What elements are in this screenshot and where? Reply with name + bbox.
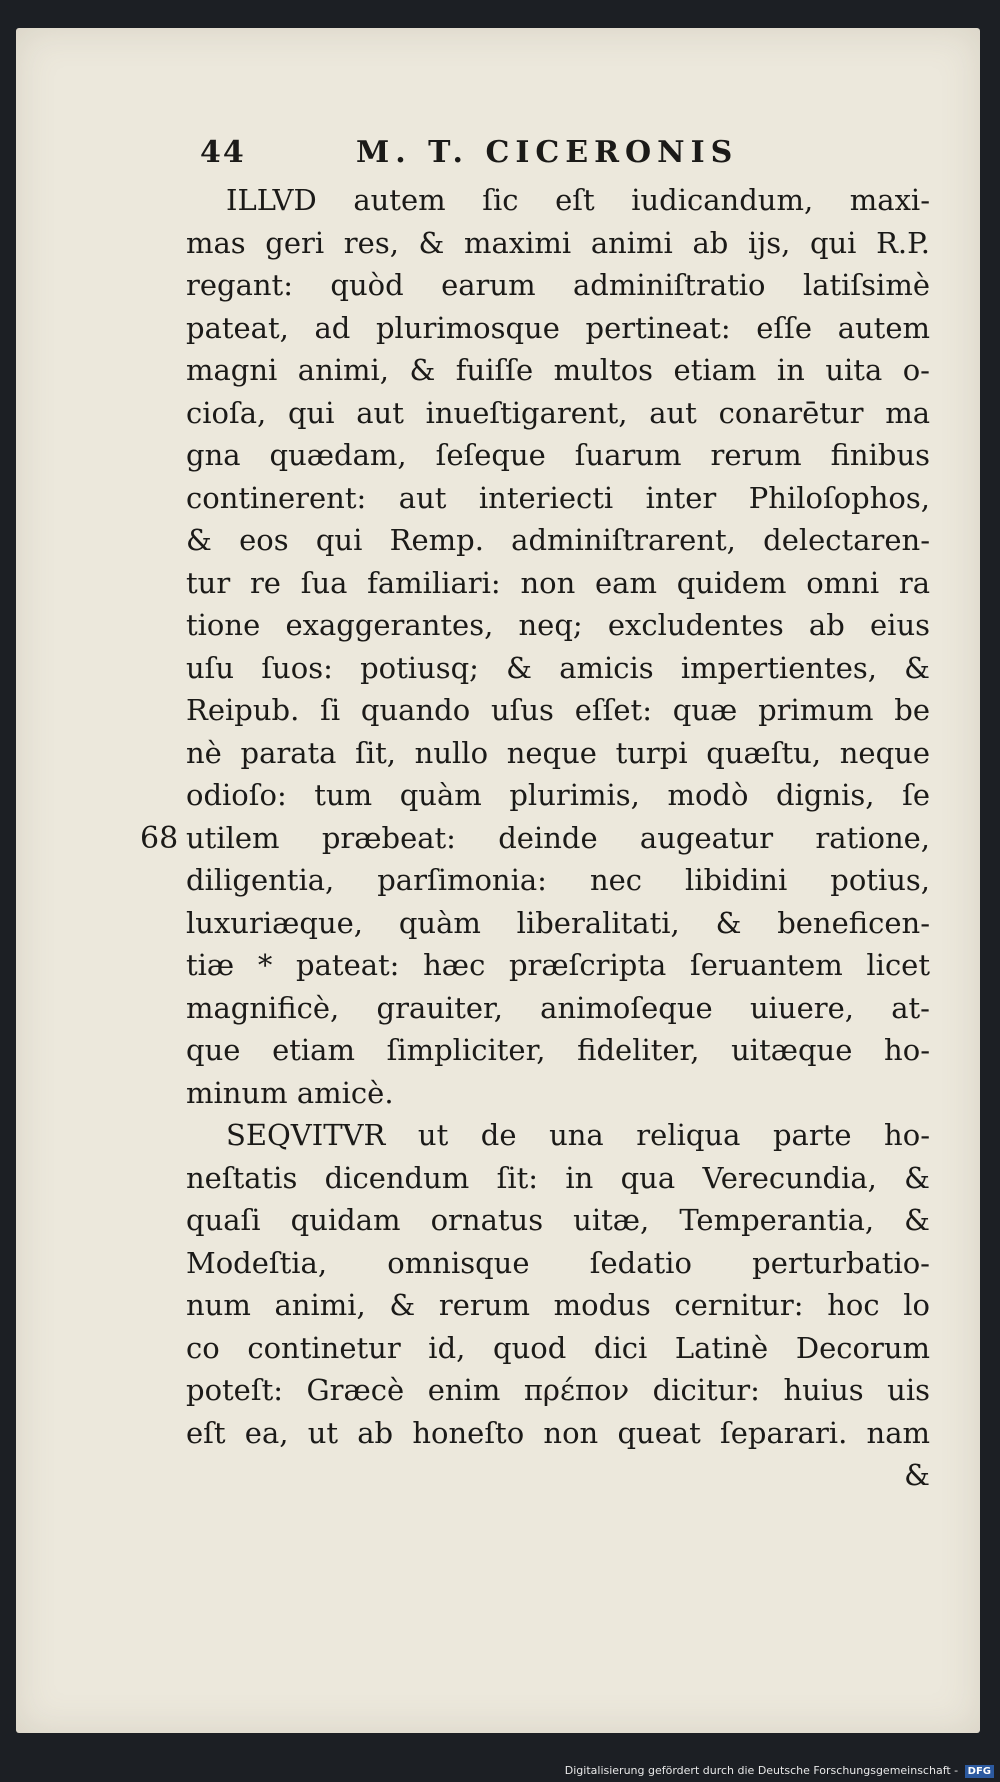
text-line: minum amicè.	[186, 1075, 394, 1110]
text-block	[186, 135, 930, 1497]
digitization-credit	[565, 1764, 994, 1778]
text-line: num animi, & rerum modus cernitur: hoc lo	[186, 1288, 930, 1322]
text-line: diligentia, parſimonia: nec libidini potius,	[186, 863, 930, 897]
running-head-title: M. T. CICERONIS	[356, 135, 739, 170]
text-line: magni animi, & fuiſſe multos etiam in uita o-	[186, 353, 930, 387]
paragraph-2	[186, 1114, 930, 1454]
page-number: 44	[200, 135, 246, 170]
text-line: eſt ea, ut ab honeſto non queat ſeparari. nam	[186, 1415, 930, 1450]
text-line: & eos qui Remp. adminiſtrarent, delectaren-	[186, 523, 930, 557]
text-line: tione exaggerantes, neq; excludentes ab eius	[186, 608, 930, 642]
text-line: cioſa, qui aut inueſtigarent, aut conarētur ma	[186, 395, 930, 430]
dfg-logo: DFG	[965, 1765, 994, 1778]
text-line: utilem præbeat: deinde augeatur ratione,	[186, 820, 930, 855]
text-line: ILLVD autem ſic eſt iudicandum, maxi-	[226, 183, 930, 217]
running-head	[186, 135, 930, 179]
text-line: que etiam ſimpliciter, fideliter, uitæque ho-	[186, 1033, 930, 1067]
text-line: mas geri res, & maximi animi ab ijs, qui R.P.	[186, 225, 930, 260]
text-line: magnificè, grauiter, animoſeque uiuere, at-	[186, 990, 930, 1025]
text-line: uſu ſuos: potiusq; & amicis impertientes, &	[186, 650, 930, 685]
margin-note: 68	[140, 821, 179, 856]
text-line: tiæ * pateat: hæc præſcripta ſeruantem licet	[186, 948, 930, 982]
text-line: quaſi quidam ornatus uitæ, Temperantia, &	[186, 1203, 930, 1237]
text-line: regant: quòd earum adminiſtratio latiſsimè	[186, 268, 930, 302]
text-line: luxuriæque, quàm liberalitati, & beneficen-	[186, 905, 930, 940]
text-line: gna quædam, ſeſeque ſuarum rerum finibus	[186, 438, 930, 472]
text-line: pateat, ad plurimosque pertineat: eſſe autem	[186, 310, 930, 345]
text-line: odioſo: tum quàm plurimis, modò dignis, ſe	[186, 778, 930, 812]
paragraph-1	[186, 179, 930, 1114]
text-line: poteſt: Græcè enim πρέπον dicitur: huius uis	[186, 1373, 930, 1407]
catchword: &	[904, 1458, 930, 1492]
text-line: nè parata ſit, nullo neque turpi quæſtu, neque	[186, 735, 930, 770]
text-line: tur re ſua familiari: non eam quidem omni ra	[186, 565, 930, 600]
text-line: SEQVITVR ut de una reliqua parte ho-	[226, 1118, 930, 1152]
text-line: Reipub. ſi quando uſus eſſet: quæ primum be	[186, 693, 930, 727]
credit-text: Digitalisierung gefördert durch die Deutsche Forschungsgemeinschaft -	[564, 1764, 959, 1777]
text-line: continerent: aut interiecti inter Philoſophos,	[186, 480, 930, 515]
text-line: neſtatis dicendum ſit: in qua Verecundia, &	[186, 1160, 930, 1195]
text-line: co continetur id, quod dici Latinè Decorum	[186, 1330, 930, 1365]
text-line: Modeſtia, omnisque ſedatio perturbatio-	[186, 1245, 930, 1280]
